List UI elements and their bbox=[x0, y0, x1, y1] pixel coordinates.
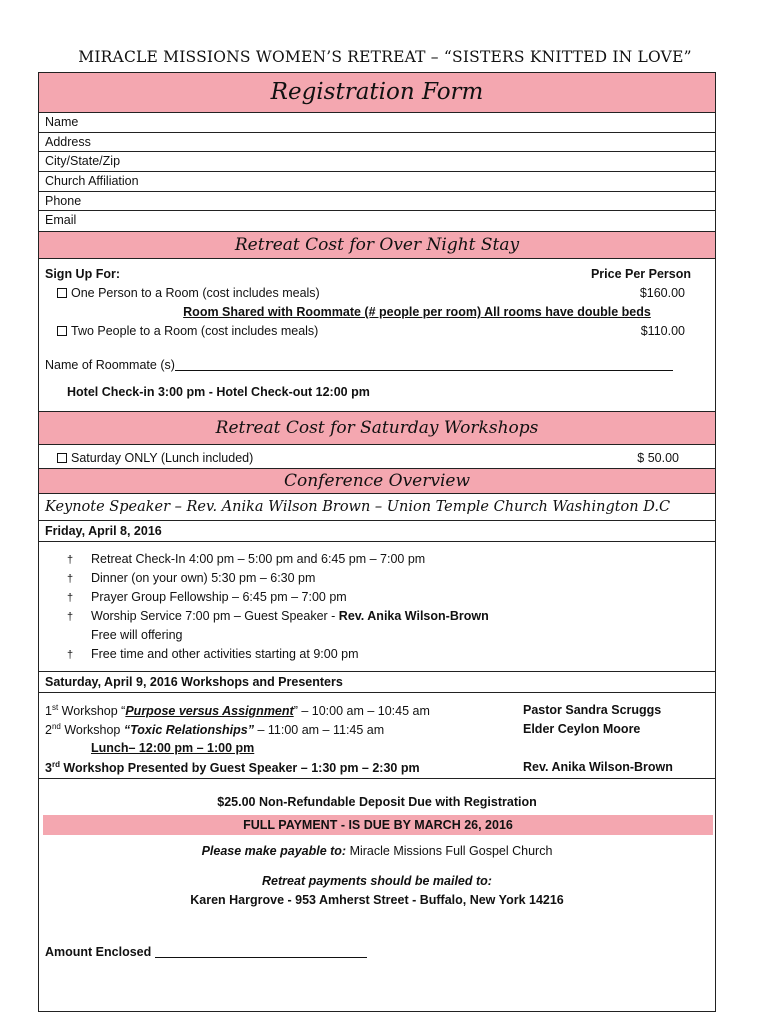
registration-form-title: Registration Form bbox=[39, 73, 715, 113]
worship-guest-speaker: Rev. Anika Wilson-Brown bbox=[338, 609, 489, 623]
workshop-1 bbox=[45, 703, 430, 718]
city-state-zip-label: City/State/Zip bbox=[45, 154, 121, 168]
workshop-2 bbox=[45, 722, 384, 737]
roommate-input-line[interactable] bbox=[175, 370, 673, 371]
sign-up-label: Sign Up For: bbox=[45, 267, 120, 281]
city-state-zip-field[interactable] bbox=[39, 152, 715, 172]
option-saturday-price: $ 50.00 bbox=[637, 451, 679, 465]
cross-bullet-icon: † bbox=[67, 592, 74, 604]
keynote-speaker bbox=[39, 494, 715, 521]
keynote-speaker-text: Keynote Speaker – Rev. Anika Wilson Brown – Union Temple Church Washington D.C bbox=[45, 499, 671, 515]
workshop-1-title: Purpose versus Assignment bbox=[125, 704, 294, 719]
divider bbox=[39, 778, 715, 779]
option-saturday-only[interactable] bbox=[57, 451, 253, 465]
worship-service-text: Worship Service 7:00 pm – Guest Speaker - bbox=[91, 609, 339, 623]
cross-bullet-icon: † bbox=[67, 649, 74, 661]
payable-to-name: Miracle Missions Full Gospel Church bbox=[346, 844, 553, 858]
workshop-3-presenter: Rev. Anika Wilson-Brown bbox=[523, 760, 673, 774]
workshop-1-prefix: Workshop “ bbox=[58, 704, 126, 719]
amount-enclosed-label: Amount Enclosed bbox=[45, 945, 155, 959]
workshop-3-ordinal: rd bbox=[51, 760, 60, 769]
workshop-2-ordinal: nd bbox=[51, 722, 61, 731]
option-one-person-room[interactable] bbox=[57, 286, 320, 300]
lunch-time: Lunch– 12:00 pm – 1:00 pm bbox=[91, 741, 255, 755]
workshop-1-number: 1 bbox=[45, 704, 52, 719]
option-two-people-room[interactable] bbox=[57, 324, 318, 338]
checkbox-one-person[interactable] bbox=[57, 288, 67, 298]
name-label: Name bbox=[45, 115, 79, 129]
amount-enclosed-field[interactable] bbox=[45, 945, 367, 959]
workshop-1-time: ” – 10:00 am – 10:45 am bbox=[293, 704, 430, 719]
email-field[interactable] bbox=[39, 211, 715, 231]
option-two-people-label: Two People to a Room (cost includes meals) bbox=[71, 324, 319, 338]
saturday-cost-heading: Retreat Cost for Saturday Workshops bbox=[39, 411, 715, 445]
workshop-3-text: Workshop Presented by Guest Speaker – 1:30 pm – 2:30 pm bbox=[59, 761, 420, 776]
hotel-check-times: Hotel Check-in 3:00 pm - Hotel Check-out 12:00 pm bbox=[67, 385, 370, 399]
workshop-2-presenter: Elder Ceylon Moore bbox=[523, 722, 641, 736]
address-field[interactable] bbox=[39, 133, 715, 152]
checkbox-saturday-only[interactable] bbox=[57, 453, 67, 463]
phone-label: Phone bbox=[45, 194, 82, 208]
retreat-header-title: MIRACLE MISSIONS WOMEN’S RETREAT – “SISTERS KNITTED IN LOVE” bbox=[78, 48, 692, 66]
cross-bullet-icon: † bbox=[67, 554, 74, 566]
payable-to bbox=[39, 844, 715, 858]
workshop-3 bbox=[45, 760, 420, 775]
workshop-1-presenter: Pastor Sandra Scruggs bbox=[523, 703, 662, 717]
phone-field[interactable] bbox=[39, 192, 715, 211]
friday-item: Retreat Check-In 4:00 pm – 5:00 pm and 6:45 pm – 7:00 pm bbox=[91, 552, 426, 566]
worship-service-item bbox=[91, 609, 489, 623]
workshop-3-number: 3 bbox=[45, 761, 52, 776]
church-affiliation-label: Church Affiliation bbox=[45, 174, 139, 188]
friday-date: Friday, April 8, 2016 bbox=[45, 524, 162, 538]
deposit-notice: $25.00 Non-Refundable Deposit Due with Registration bbox=[217, 795, 537, 809]
workshop-2-number: 2 bbox=[45, 723, 52, 738]
friday-item: Prayer Group Fellowship – 6:45 pm – 7:00 pm bbox=[91, 590, 347, 604]
checkbox-two-people[interactable] bbox=[57, 326, 67, 336]
registration-form bbox=[38, 72, 716, 1012]
option-two-people-price: $110.00 bbox=[640, 324, 685, 338]
price-per-person-label: Price Per Person bbox=[590, 267, 691, 281]
full-payment-banner: FULL PAYMENT - IS DUE BY MARCH 26, 2016 bbox=[43, 815, 713, 835]
friday-item: Free time and other activities starting at 9:00 pm bbox=[91, 647, 359, 661]
shared-room-note: Room Shared with Roommate (# people per room) All rooms have double beds bbox=[183, 305, 651, 319]
friday-date-row bbox=[39, 521, 715, 542]
workshop-2-title: “Toxic Relationships” bbox=[123, 723, 254, 738]
mail-to-address: Karen Hargrove - 953 Amherst Street - Buffalo, New York 14216 bbox=[190, 893, 564, 907]
church-affiliation-field[interactable] bbox=[39, 172, 715, 192]
mail-to-label: Retreat payments should be mailed to: bbox=[262, 874, 492, 888]
workshop-2-prefix: Workshop bbox=[60, 723, 124, 738]
option-one-person-label: One Person to a Room (cost includes meals) bbox=[71, 286, 320, 300]
email-label: Email bbox=[45, 213, 77, 227]
amount-enclosed-input-line[interactable] bbox=[155, 957, 367, 958]
roommate-field[interactable] bbox=[45, 358, 673, 372]
friday-item: Dinner (on your own) 5:30 pm – 6:30 pm bbox=[91, 571, 316, 585]
cross-bullet-icon: † bbox=[67, 573, 74, 585]
name-field[interactable] bbox=[39, 113, 715, 133]
conference-overview-heading: Conference Overview bbox=[39, 468, 715, 494]
cross-bullet-icon: † bbox=[67, 611, 74, 623]
overnight-cost-heading: Retreat Cost for Over Night Stay bbox=[39, 231, 715, 259]
workshop-2-time: – 11:00 am – 11:45 am bbox=[253, 723, 385, 738]
option-saturday-only-label: Saturday ONLY (Lunch included) bbox=[71, 451, 254, 465]
address-label: Address bbox=[45, 135, 91, 149]
option-one-person-price: $160.00 bbox=[639, 286, 685, 300]
free-will-offering: Free will offering bbox=[91, 628, 183, 642]
saturday-workshops-row bbox=[39, 671, 715, 693]
payable-to-label: Please make payable to: bbox=[201, 844, 347, 858]
roommate-label: Name of Roommate (s) bbox=[45, 358, 175, 372]
saturday-workshops-label: Saturday, April 9, 2016 Workshops and Presenters bbox=[45, 675, 343, 689]
workshop-1-ordinal: st bbox=[51, 703, 59, 712]
